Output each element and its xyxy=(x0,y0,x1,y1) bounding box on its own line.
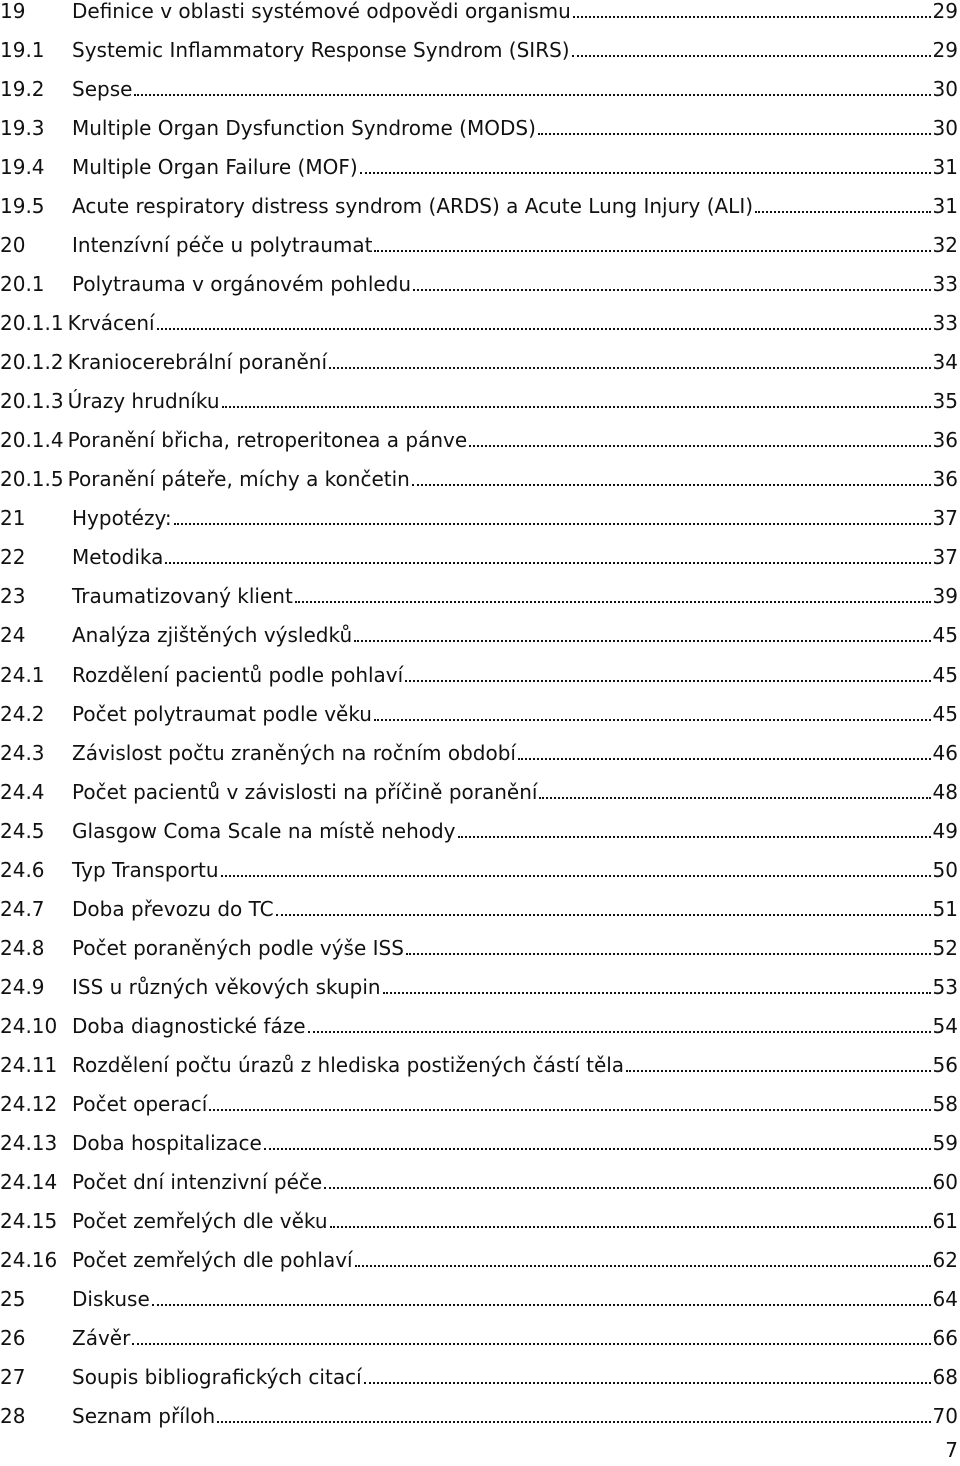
toc-entry-number: 24.13 xyxy=(0,1130,58,1155)
toc-entry[interactable] xyxy=(0,965,958,999)
toc-entry-page: 51 xyxy=(932,896,958,921)
dot-leader xyxy=(573,6,931,18)
toc-entry-number: 19.5 xyxy=(0,194,45,219)
dot-leader xyxy=(539,787,930,799)
toc-entry-number: 20 xyxy=(0,233,26,258)
toc-entry-page: 60 xyxy=(932,1169,958,1194)
toc-entry-number: 19 xyxy=(0,0,26,23)
toc-entry-title: Metodika xyxy=(72,545,164,570)
toc-entry-title: Závislost počtu zraněných na ročním období xyxy=(72,740,516,765)
toc-entry-page: 32 xyxy=(932,233,958,258)
toc-entry-title: Sepse xyxy=(72,77,133,102)
toc-entry-number: 24.3 xyxy=(0,740,45,765)
toc-entry-number: 24.12 xyxy=(0,1091,58,1116)
dot-leader xyxy=(383,982,931,994)
dot-leader xyxy=(308,1021,931,1033)
toc-entry-number: 24.14 xyxy=(0,1169,58,1194)
toc-entry-page: 33 xyxy=(932,311,958,336)
toc-entry[interactable] xyxy=(0,1160,958,1194)
toc-entry-number: 24.9 xyxy=(0,974,45,999)
toc-entry-number: 24.7 xyxy=(0,896,45,921)
toc-entry[interactable] xyxy=(0,848,958,882)
toc-entry-number: 24.16 xyxy=(0,1247,58,1272)
toc-entry-title: Definice v oblasti systémové odpovědi organismu xyxy=(72,0,571,23)
toc-entry-page: 45 xyxy=(932,623,958,648)
toc-entry-page: 39 xyxy=(932,584,958,609)
toc-entry-title: Počet polytraumat podle věku xyxy=(72,701,372,726)
toc-entry-page: 29 xyxy=(932,38,958,63)
toc-entry-page: 37 xyxy=(932,506,958,531)
toc-entry-number: 19.3 xyxy=(0,116,45,141)
toc-entry[interactable] xyxy=(0,1394,958,1428)
toc-entry-title: Krvácení xyxy=(67,311,155,336)
toc-entry-number: 21 xyxy=(0,506,26,531)
page-number: 7 xyxy=(945,1438,958,1462)
toc-entry[interactable] xyxy=(0,496,958,530)
toc-entry-title: Počet zemřelých dle věku xyxy=(72,1208,328,1233)
toc-entry-title: Rozdělení pacientů podle pohlaví xyxy=(72,662,404,687)
dot-leader xyxy=(406,943,931,955)
toc-entry-number: 20.1.2 xyxy=(0,350,64,375)
toc-entry[interactable] xyxy=(0,0,958,23)
toc-entry-page: 36 xyxy=(932,428,958,453)
toc-entry-title: Počet pacientů v závislosti na příčině poranění xyxy=(72,779,538,804)
toc-entry-page: 30 xyxy=(932,116,958,141)
toc-entry[interactable] xyxy=(0,1121,958,1155)
dot-leader xyxy=(221,865,931,877)
toc-entry-page: 45 xyxy=(932,701,958,726)
toc-entry-number: 24 xyxy=(0,623,26,648)
toc-entry[interactable] xyxy=(0,535,958,569)
toc-entry-title: Typ Transportu xyxy=(72,857,219,882)
dot-leader xyxy=(264,1138,931,1150)
toc-entry-page: 45 xyxy=(932,662,958,687)
toc-entry-title: Multiple Organ Dysfunction Syndrome (MODS) xyxy=(72,116,536,141)
toc-entry-number: 24.6 xyxy=(0,857,45,882)
toc-entry[interactable] xyxy=(0,653,958,687)
dot-leader xyxy=(374,240,930,252)
toc-entry-page: 64 xyxy=(932,1286,958,1311)
toc-entry-title: Analýza zjištěných výsledků xyxy=(72,623,353,648)
dot-leader xyxy=(174,513,931,525)
toc-entry-title: Počet poraněných podle výše ISS xyxy=(72,935,404,960)
toc-entry-number: 23 xyxy=(0,584,26,609)
toc-entry-title: ISS u různých věkových skupin xyxy=(72,974,381,999)
dot-leader xyxy=(755,201,931,213)
toc-entry[interactable] xyxy=(0,1316,958,1350)
dot-leader xyxy=(330,1216,931,1228)
dot-leader xyxy=(354,630,930,642)
toc-entry[interactable] xyxy=(0,28,958,62)
toc-entry-title: Hypotézy: xyxy=(72,506,172,531)
toc-entry-page: 59 xyxy=(932,1130,958,1155)
toc-entry-number: 20.1.4 xyxy=(0,428,64,453)
toc-entry-title: Rozdělení počtu úrazů z hlediska postižených částí těla xyxy=(72,1052,625,1077)
toc-entry[interactable] xyxy=(0,1082,958,1116)
toc-entry-title: Glasgow Coma Scale na místě nehody xyxy=(72,818,456,843)
toc-entry-title: Traumatizovaný klient xyxy=(72,584,293,609)
toc-entry-number: 24.2 xyxy=(0,701,45,726)
toc-entry-page: 54 xyxy=(932,1013,958,1038)
toc-entry-page: 35 xyxy=(932,389,958,414)
toc-entry[interactable] xyxy=(0,457,958,491)
dot-leader xyxy=(572,45,931,57)
toc-entry-number: 25 xyxy=(0,1286,26,1311)
toc-entry-page: 62 xyxy=(932,1247,958,1272)
toc-entry-title: Seznam příloh xyxy=(72,1404,216,1429)
toc-entry-number: 28 xyxy=(0,1404,26,1429)
toc-entry-page: 66 xyxy=(932,1326,958,1351)
toc-entry-title: Poranění břicha, retroperitonea a pánve xyxy=(67,428,468,453)
dot-leader xyxy=(518,748,931,760)
toc-entry[interactable] xyxy=(0,692,958,726)
dot-leader xyxy=(374,709,931,721)
toc-entry-title: Intenzívní péče u polytraumat xyxy=(72,233,373,258)
toc-entry-page: 31 xyxy=(932,194,958,219)
toc-entry-title: Poranění páteře, míchy a končetin xyxy=(67,467,410,492)
toc-entry-page: 36 xyxy=(932,467,958,492)
dot-leader xyxy=(469,435,930,447)
toc-entry-number: 24.1 xyxy=(0,662,45,687)
dot-leader xyxy=(405,670,930,682)
toc-entry-page: 33 xyxy=(932,272,958,297)
toc-entry-page: 37 xyxy=(932,545,958,570)
toc-entry[interactable] xyxy=(0,731,958,765)
toc-entry-page: 58 xyxy=(932,1091,958,1116)
toc-entry[interactable] xyxy=(0,1043,958,1077)
dot-leader xyxy=(413,279,930,291)
dot-leader xyxy=(157,318,931,330)
toc-entry-title: Acute respiratory distress syndrom (ARDS) a Acute Lung Injury (ALI) xyxy=(72,194,754,219)
toc-entry-title: Kraniocerebrální poranění xyxy=(67,350,328,375)
toc-entry[interactable] xyxy=(0,223,958,257)
toc-entry[interactable] xyxy=(0,809,958,843)
toc-entry[interactable] xyxy=(0,926,958,960)
toc-entry-number: 20.1.5 xyxy=(0,467,64,492)
toc-entry-number: 27 xyxy=(0,1365,26,1390)
toc-entry-page: 48 xyxy=(932,779,958,804)
toc-entry-title: Počet operací xyxy=(72,1091,208,1116)
dot-leader xyxy=(217,1411,930,1423)
toc-entry[interactable] xyxy=(0,574,958,608)
toc-entry[interactable] xyxy=(0,184,958,218)
toc-entry[interactable] xyxy=(0,67,958,101)
toc-entry-number: 26 xyxy=(0,1326,26,1351)
toc-entry[interactable] xyxy=(0,340,958,374)
toc-entry-title: Diskuse xyxy=(72,1286,150,1311)
toc-entry-title: Počet dní intenzivní péče xyxy=(72,1169,323,1194)
toc-entry[interactable] xyxy=(0,106,958,140)
toc-entry[interactable] xyxy=(0,262,958,296)
dot-leader xyxy=(626,1060,930,1072)
toc-entry-number: 22 xyxy=(0,545,26,570)
toc-entry-number: 24.11 xyxy=(0,1052,58,1077)
dot-leader xyxy=(222,396,931,408)
dot-leader xyxy=(329,357,931,369)
toc-entry-page: 68 xyxy=(932,1365,958,1390)
toc-entry-number: 19.2 xyxy=(0,77,45,102)
toc-entry-page: 50 xyxy=(932,857,958,882)
toc-entry-number: 20.1 xyxy=(0,272,45,297)
dot-leader xyxy=(165,552,930,564)
toc-entry[interactable] xyxy=(0,1004,958,1038)
toc-entry[interactable] xyxy=(0,145,958,179)
toc-entry[interactable] xyxy=(0,379,958,413)
dot-leader xyxy=(152,1294,931,1306)
toc-entry-page: 29 xyxy=(932,0,958,23)
toc-entry[interactable] xyxy=(0,887,958,921)
dot-leader xyxy=(412,474,931,486)
toc-entry-title: Úrazy hrudníku xyxy=(67,389,220,414)
toc-entry-page: 53 xyxy=(932,974,958,999)
toc-entry-title: Doba diagnostické fáze xyxy=(72,1013,306,1038)
toc-entry-title: Systemic Inflammatory Response Syndrom (SIRS) xyxy=(72,38,570,63)
dot-leader xyxy=(538,123,931,135)
toc-entry[interactable] xyxy=(0,770,958,804)
toc-entry-number: 19.4 xyxy=(0,155,45,180)
toc-entry-title: Doba hospitalizace xyxy=(72,1130,262,1155)
toc-entry-page: 49 xyxy=(932,818,958,843)
toc-entry[interactable] xyxy=(0,1238,958,1272)
toc-entry-title: Polytrauma v orgánovém pohledu xyxy=(72,272,412,297)
dot-leader xyxy=(355,1255,931,1267)
toc-entry-title: Počet zemřelých dle pohlaví xyxy=(72,1247,353,1272)
dot-leader xyxy=(458,826,931,838)
toc-entry-page: 46 xyxy=(932,740,958,765)
toc-entry-number: 24.4 xyxy=(0,779,45,804)
toc-entry-page: 52 xyxy=(932,935,958,960)
toc-entry[interactable] xyxy=(0,613,958,647)
toc-entry-number: 24.15 xyxy=(0,1208,58,1233)
toc-entry-page: 34 xyxy=(932,350,958,375)
toc-entry-title: Soupis bibliografických citací xyxy=(72,1365,362,1390)
dot-leader xyxy=(364,1372,931,1384)
dot-leader xyxy=(324,1177,930,1189)
dot-leader xyxy=(134,84,930,96)
toc-entry-number: 24.10 xyxy=(0,1013,58,1038)
toc-entry-number: 24.8 xyxy=(0,935,45,960)
dot-leader xyxy=(295,591,931,603)
toc-entry-number: 24.5 xyxy=(0,818,45,843)
toc-entry[interactable] xyxy=(0,1355,958,1389)
dot-leader xyxy=(276,904,931,916)
dot-leader xyxy=(360,162,931,174)
toc-entry-number: 19.1 xyxy=(0,38,45,63)
toc-entry[interactable] xyxy=(0,1277,958,1311)
toc-entry-number: 20.1.3 xyxy=(0,389,64,414)
toc-entry-title: Doba převozu do TC xyxy=(72,896,274,921)
toc-entry-number: 20.1.1 xyxy=(0,311,64,336)
toc-entry-page: 56 xyxy=(932,1052,958,1077)
toc-entry-title: Multiple Organ Failure (MOF) xyxy=(72,155,358,180)
toc-entry[interactable] xyxy=(0,418,958,452)
toc-entry-page: 61 xyxy=(932,1208,958,1233)
dot-leader xyxy=(132,1333,930,1345)
dot-leader xyxy=(209,1099,930,1111)
toc-entry-page: 30 xyxy=(932,77,958,102)
toc-entry-page: 70 xyxy=(932,1404,958,1429)
toc-entry-title: Závěr xyxy=(72,1326,131,1351)
toc-entry-page: 31 xyxy=(932,155,958,180)
toc-entry[interactable] xyxy=(0,1199,958,1233)
toc-entry[interactable] xyxy=(0,301,958,335)
